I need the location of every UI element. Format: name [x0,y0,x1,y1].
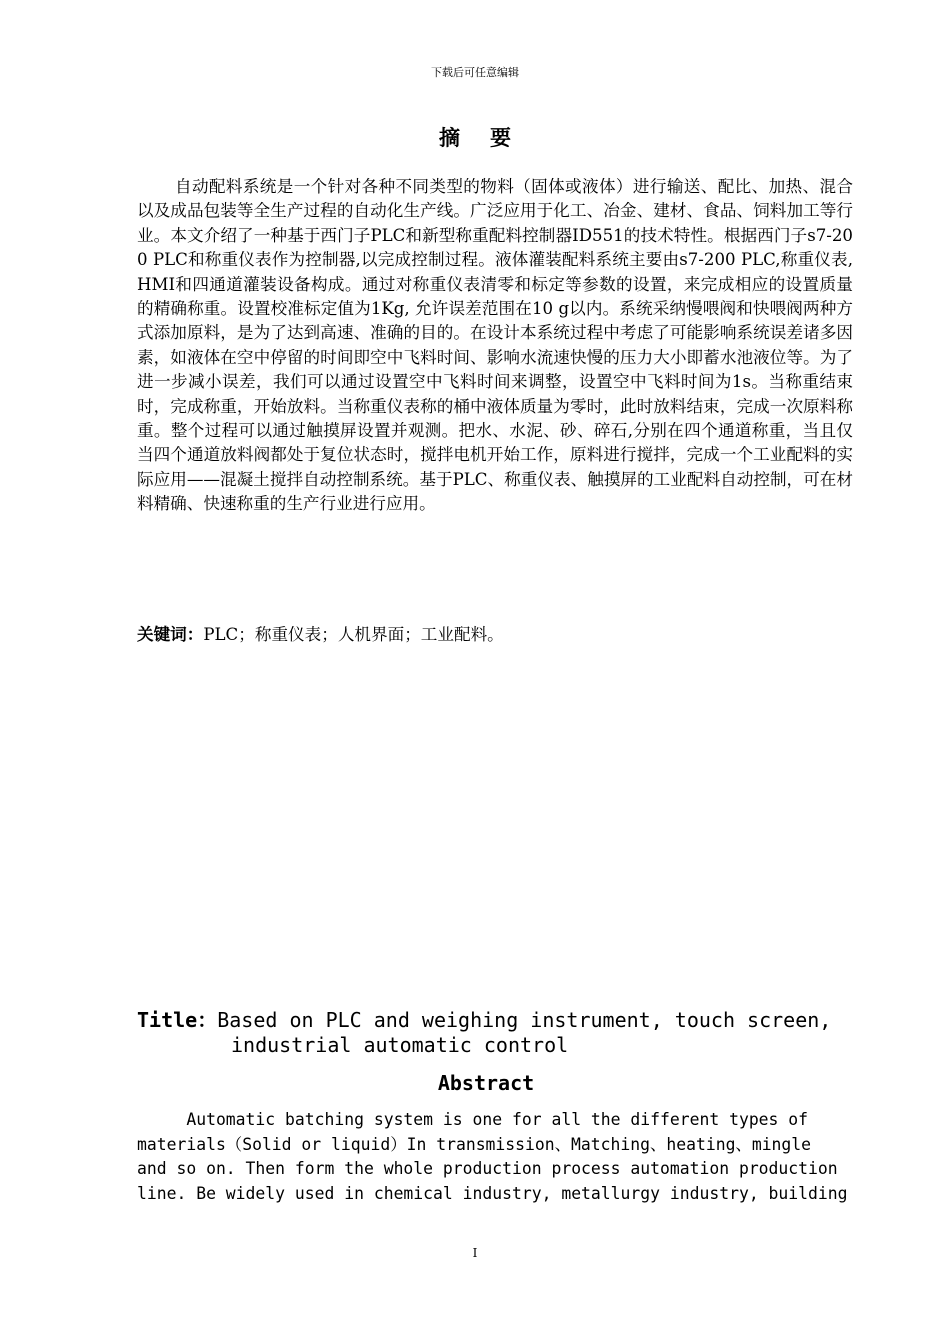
english-abstract-body [137,1108,848,1206]
english-abstract-line: materials（Solid or liquid）In transmission、Matching、heating、mingle [137,1134,812,1154]
page-number: I [472,1246,478,1260]
keywords-text: PLC；称重仪表；人机界面；工业配料。 [203,625,504,644]
chinese-abstract-body: 自动配料系统是一个针对各种不同类型的物料（固体或液体）进行输送、配比、加热、混合以及成品包装等全生产过程的自动化生产线。广泛应用于化工、冶金、建材、食品、饲料加工等行业。本文介绍了一种基于西门子PLC和新型称重配料控制器ID551的技术特性。根据西门子s7-200 PLC和称重仪表作为控制器,以完成控制过程。液体灌装配料系统主要由s7-200 PLC,称重仪表,HMI和四通道灌装设备构成。通过对称重仪表清零和标定等参数的设置，来完成相应的设置质量的精确称重。设置校准标定值为1Kg, 允许误差范围在10 g以内。系统采纳慢喂阀和快喂阀两种方式添加原料，是为了达到高速、准确的目的。在设计本系统过程中考虑了可能影响系统误差诸多因素，如液体在空中停留的时间即空中飞料时间、影响水流速快慢的压力大小即蓄水池液位等。为了进一步减小误差，我们可以通过设置空中飞料时间来调整，设置空中飞料时间为1s。当称重结束时，完成称重，开始放料。当称重仪表称的桶中液体质量为零时，此时放料结束，完成一次原料称重。整个过程可以通过触摸屏设置并观测。把水、水泥、砂、碎石,分别在四个通道称重，当且仅当四个通道放料阀都处于复位状态时，搅拌电机开始工作，原料进行搅拌，完成一个工业配料的实际应用——混凝土搅拌自动控制系统。基于PLC、称重仪表、触摸屏的工业配料自动控制，可在材料精确、快速称重的生产行业进行应用。 [137,177,853,514]
english-title-line-2: industrial automatic control [231,1033,569,1057]
english-abstract-line: Automatic batching system is one for all the different types of [137,1110,809,1129]
chinese-keywords [137,623,853,647]
english-title-line-1: Based on PLC and weighing instrument, touch screen, [217,1008,832,1032]
english-abstract-line: line. Be widely used in chemical industry, metallurgy industry, building [137,1183,848,1203]
keywords-label: 关键词： [137,625,204,644]
header-note: 下载后可任意编辑 [431,66,519,79]
english-title-label: Title： [137,1008,218,1032]
english-abstract-heading: Abstract [437,1071,535,1095]
english-title [137,1008,857,1058]
chinese-abstract-title: 摘要 [439,126,541,150]
english-abstract-line: and so on. Then form the whole production process automation production [137,1159,838,1179]
